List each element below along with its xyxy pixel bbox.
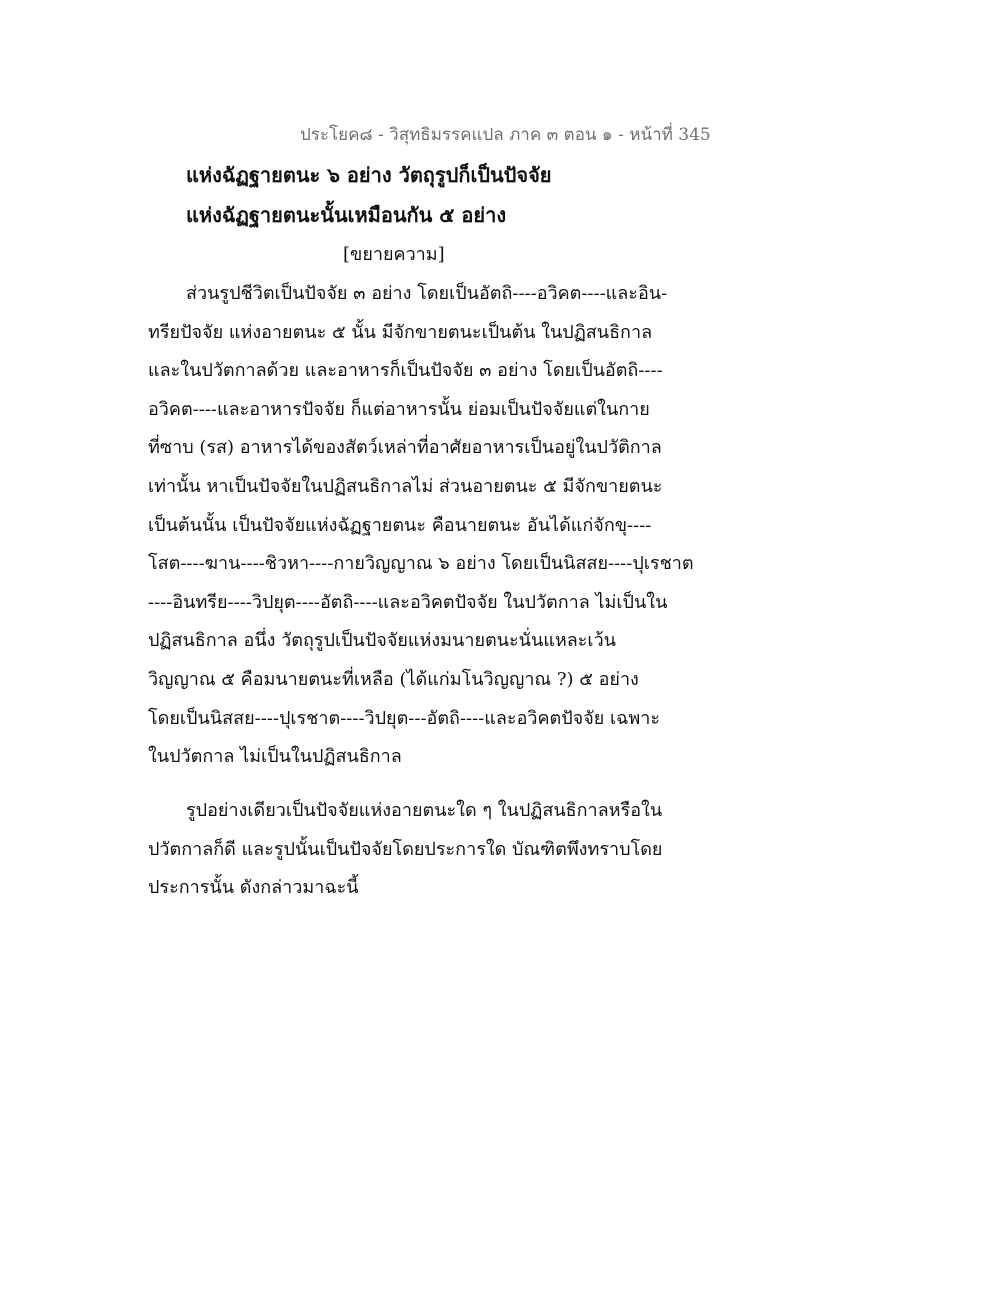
paragraph-line: ส่วนรูปชีวิตเป็นปัจจัย ๓ อย่าง โดยเป็นอัตถิ----อวิคต----และอิน- xyxy=(186,283,668,304)
paragraph-line: เท่านั้น หาเป็นปัจจัยในปฏิสนธิกาลไม่ ส่วนอายตนะ ๕ มีจักขายตนะ xyxy=(148,475,663,497)
paragraph-line: ทรียปัจจัย แห่งอายตนะ ๕ นั้น มีจักขายตนะเป็นต้น ในปฏิสนธิกาล xyxy=(148,321,653,343)
paragraph-line: รูปอย่างเดียวเป็นปัจจัยแห่งอายตนะใด ๆ ในปฏิสนธิกาลหรือใน xyxy=(186,800,663,821)
paragraph-line: ปวัตกาลก็ดี และรูปนั้นเป็นปัจจัยโดยประการใด บัณฑิตพึงทราบโดย xyxy=(148,838,663,860)
paragraph-line: และในปวัตกาลด้วย และอาหารก็เป็นปัจจัย ๓ อย่าง โดยเป็นอัตถิ---- xyxy=(148,360,663,382)
paragraph-line: เป็นต้นนั้น เป็นปัจจัยแห่งฉัฏฐายตนะ คือนายตนะ อันได้แก่จักขุ---- xyxy=(148,514,652,536)
paragraph-line: โดยเป็นนิสสย----ปุเรชาต----วิปยุต---อัตถิ----และอวิคตปัจจัย เฉพาะ xyxy=(148,707,661,729)
paragraph-line: ในปวัตกาล ไม่เป็นในปฏิสนธิกาล xyxy=(148,746,402,768)
paragraph-line: วิญญาณ ๕ คือมนายตนะที่เหลือ (ได้แก่มโนวิญญาณ ?) ๕ อย่าง xyxy=(148,668,639,690)
paragraph-1 xyxy=(148,275,728,777)
heading-line-2: แห่งฉัฏฐายตนะนั้นเหมือนกัน ๕ อย่าง xyxy=(186,203,507,227)
heading-line-1: แห่งฉัฏฐายตนะ ๖ อย่าง วัตถุรูปก็เป็นปัจจัย xyxy=(186,163,552,187)
paragraph-line: ----อินทรีย----วิปยุต----อัตถิ----และอวิคตปัจจัย ในปวัตกาล ไม่เป็นใน xyxy=(148,591,668,613)
paragraph-line: อวิคต----และอาหารปัจจัย ก็แต่อาหารนั้น ย่อมเป็นปัจจัยแต่ในกาย xyxy=(148,398,650,420)
paragraph-line: ที่ซาบ (รส) อาหารได้ของสัตว์เหล่าที่อาศัยอาหารเป็นอยู่ในปวัติกาล xyxy=(148,437,662,459)
running-header: ประโยค๘ - วิสุทธิมรรคแปล ภาค ๓ ตอน ๑ - หน้าที่ 345 xyxy=(300,125,711,145)
paragraph-line: ปฏิสนธิกาล อนึ่ง วัตถุรูปเป็นปัจจัยแห่งมนายตนะนั่นแหละเว้น xyxy=(148,630,616,652)
paragraph-line: ประการนั้น ดังกล่าวมาฉะนี้ xyxy=(148,877,359,899)
paragraph-line: โสต----ฆาน----ชิวหา----กายวิญญาณ ๖ อย่าง โดยเป็นนิสสย----ปุเรชาต xyxy=(148,553,694,575)
section-label: [ขยายความ] xyxy=(343,244,445,265)
paragraph-2 xyxy=(148,792,728,908)
